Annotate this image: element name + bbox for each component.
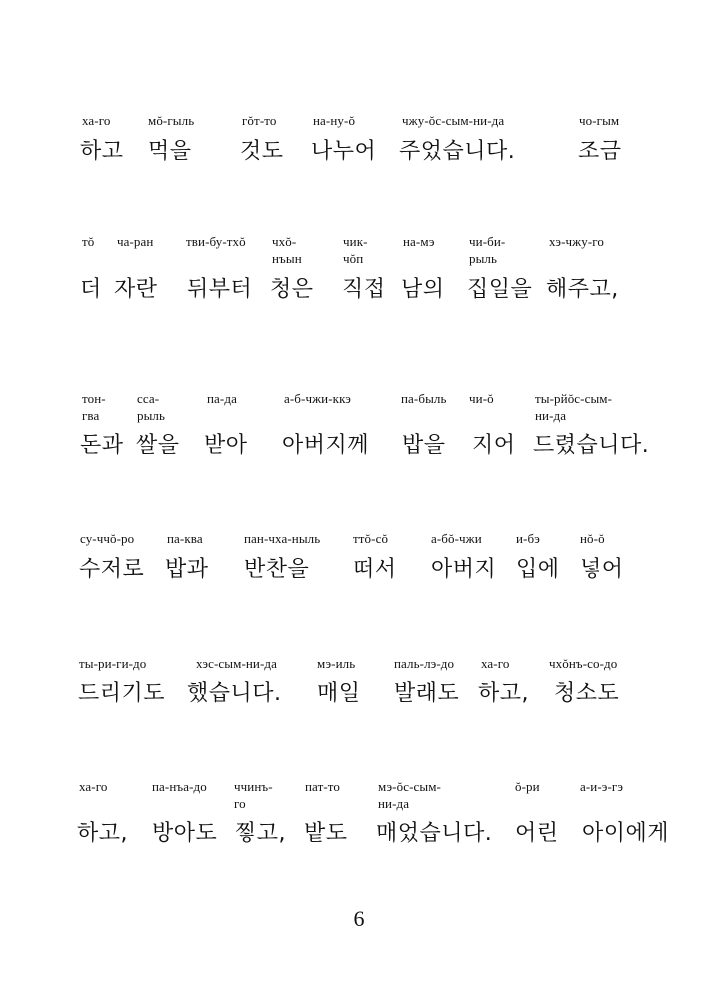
korean-word: 지어 bbox=[472, 433, 516, 458]
romanization: нŏ-ŏ bbox=[580, 531, 605, 546]
romanization: чи-ŏ bbox=[469, 391, 494, 406]
romanization: чхŏ- нъын bbox=[272, 234, 302, 266]
korean-word: 더 bbox=[80, 277, 102, 302]
korean-word: 집일을 bbox=[467, 277, 533, 302]
korean-word: 발래도 bbox=[394, 681, 460, 706]
korean-word: 청소도 bbox=[554, 681, 620, 706]
korean-word: 것도 bbox=[240, 139, 284, 164]
romanization: мэ-ŏс-сым- ни-да bbox=[378, 779, 441, 811]
romanization: ха-го bbox=[79, 779, 108, 794]
romanization: тŏ bbox=[82, 234, 95, 249]
korean-word: 아이에게 bbox=[582, 821, 670, 846]
romanization: а-и-э-гэ bbox=[580, 779, 624, 794]
romanization: тон- гва bbox=[82, 391, 106, 423]
korean-word: 매었습니다. bbox=[376, 821, 493, 846]
korean-word: 해주고, bbox=[546, 277, 619, 302]
romanization: пан-чха-ныль bbox=[244, 531, 321, 546]
romanization: на-мэ bbox=[403, 234, 435, 249]
romanization: чжу-ŏс-сым-ни-да bbox=[402, 113, 505, 128]
romanization: па-быль bbox=[401, 391, 447, 406]
romanization: чхŏнъ-со-до bbox=[549, 656, 618, 671]
korean-word: 쌀을 bbox=[136, 433, 180, 458]
romanization: мŏ-гыль bbox=[148, 113, 195, 128]
korean-word: 하고, bbox=[77, 821, 128, 846]
romanization: и-бэ bbox=[516, 531, 540, 546]
korean-word: 돈과 bbox=[80, 433, 124, 458]
page-number: 6 bbox=[353, 906, 365, 931]
romanization: ттŏ-сŏ bbox=[353, 531, 389, 546]
korean-word: 밭도 bbox=[304, 821, 348, 846]
korean-word: 남의 bbox=[401, 277, 445, 302]
romanization: чи-би- рыль bbox=[469, 234, 506, 266]
korean-word: 하고 bbox=[80, 139, 124, 164]
romanization: паль-лэ-до bbox=[394, 656, 455, 671]
korean-word: 떠서 bbox=[353, 557, 397, 582]
korean-word: 찧고, bbox=[235, 821, 286, 846]
korean-word: 넣어 bbox=[580, 557, 624, 582]
romanization: ччинъ- го bbox=[234, 779, 273, 811]
romanization: на-ну-ŏ bbox=[313, 113, 356, 128]
korean-word: 먹을 bbox=[148, 139, 192, 164]
romanization: мэ-иль bbox=[317, 656, 356, 671]
korean-word: 드리기도 bbox=[78, 681, 166, 706]
romanization: су-ччŏ-ро bbox=[80, 531, 135, 546]
romanization: ŏ-ри bbox=[515, 779, 540, 794]
korean-word: 했습니다. bbox=[187, 681, 282, 706]
romanization: сса- рыль bbox=[137, 391, 166, 423]
korean-word: 조금 bbox=[578, 139, 622, 164]
korean-word: 수저로 bbox=[79, 557, 145, 582]
romanization: ты-рйŏс-сым- ни-да bbox=[535, 391, 613, 423]
romanization: па-да bbox=[207, 391, 237, 406]
korean-word: 아버지 bbox=[431, 557, 497, 582]
korean-word: 아버지께 bbox=[282, 433, 370, 458]
korean-word: 자란 bbox=[114, 277, 158, 302]
korean-word: 매일 bbox=[317, 681, 361, 706]
romanization: гŏт-то bbox=[242, 113, 277, 128]
romanization: чик- чŏп bbox=[343, 234, 368, 266]
romanization: а-б-чжи-ккэ bbox=[284, 391, 351, 406]
korean-word: 하고, bbox=[478, 681, 529, 706]
korean-word: 어린 bbox=[515, 821, 559, 846]
romanization: ча-ран bbox=[117, 234, 154, 249]
romanization: чо-гым bbox=[579, 113, 620, 128]
korean-word: 밥과 bbox=[165, 557, 209, 582]
korean-word: 드렸습니다. bbox=[533, 433, 650, 458]
romanization: хэс-сым-ни-да bbox=[196, 656, 277, 671]
korean-word: 입에 bbox=[516, 557, 560, 582]
korean-word: 직접 bbox=[342, 277, 386, 302]
romanization: тви-бу-тхŏ bbox=[186, 234, 246, 249]
romanization: ха-го bbox=[82, 113, 111, 128]
romanization: ха-го bbox=[481, 656, 510, 671]
romanization: хэ-чжу-го bbox=[549, 234, 604, 249]
korean-word: 청은 bbox=[270, 277, 314, 302]
romanization: а-бŏ-чжи bbox=[431, 531, 482, 546]
korean-word: 방아도 bbox=[152, 821, 218, 846]
romanization: пат-то bbox=[305, 779, 341, 794]
romanization: па-нъа-до bbox=[152, 779, 207, 794]
korean-word: 뒤부터 bbox=[187, 277, 253, 302]
korean-word: 받아 bbox=[204, 433, 248, 458]
romanization: ты-ри-ги-до bbox=[79, 656, 147, 671]
korean-word: 주었습니다. bbox=[399, 139, 516, 164]
korean-word: 밥을 bbox=[402, 433, 446, 458]
romanization: па-ква bbox=[167, 531, 203, 546]
korean-word: 반찬을 bbox=[244, 557, 310, 582]
korean-word: 나누어 bbox=[311, 139, 377, 164]
